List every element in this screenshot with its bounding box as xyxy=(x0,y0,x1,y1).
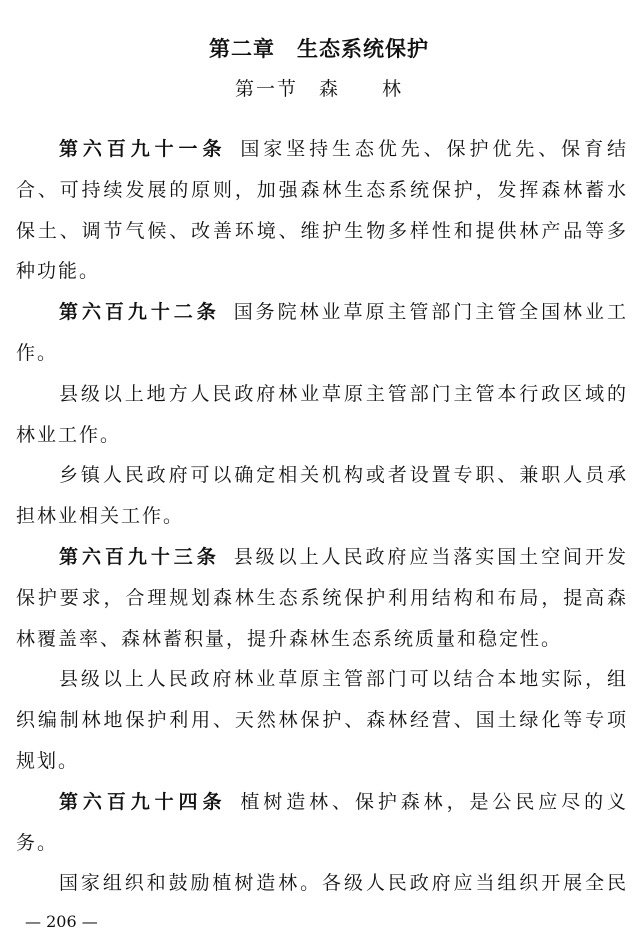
text-line: 保护要求，合理规划森林生态系统保护利用结构和布局，提高森 xyxy=(16,586,626,609)
article-number: 第六百九十一条 xyxy=(59,138,227,160)
text-line: 合、可持续发展的原则，加强森林生态系统保护，发挥森林蓄水 xyxy=(16,178,626,201)
text-line xyxy=(16,782,626,823)
text-line: 国家组织和鼓励植树造林。各级人民政府应当组织开展全民 xyxy=(59,872,626,895)
article-number: 第六百九十三条 xyxy=(59,545,220,568)
text-line: 务。 xyxy=(16,831,59,854)
line-text: 县级以上人民政府应当落实国土空间开发 xyxy=(233,545,626,568)
text-line: 乡镇人民政府可以确定相关机构或者设置专职、兼职人员承 xyxy=(59,464,626,487)
page-number: — 206 — xyxy=(25,912,98,931)
article-number: 第六百九十二条 xyxy=(59,301,220,324)
text-line: 保土、调节气候、改善环境、维护生物多样性和提供林产品等多 xyxy=(16,219,626,242)
line-text: 国务院林业草原主管部门主管全国林业工 xyxy=(233,301,626,324)
text-line: 作。 xyxy=(16,341,59,364)
text-line: 规划。 xyxy=(16,749,80,772)
section-title: 第一节 森 林 xyxy=(234,78,403,100)
article-body xyxy=(16,129,626,904)
text-line: 县级以上地方人民政府林业草原主管部门主管本行政区域的 xyxy=(59,382,626,405)
article-number: 第六百九十四条 xyxy=(59,790,227,813)
text-line: 担林业相关工作。 xyxy=(16,505,185,528)
text-line xyxy=(16,537,626,578)
text-line xyxy=(16,292,626,333)
text-line: 种功能。 xyxy=(16,260,101,283)
line-text: 植树造林、保护森林，是公民应尽的义 xyxy=(240,790,626,813)
text-line: 县级以上人民政府林业草原主管部门可以结合本地实际，组 xyxy=(59,668,626,691)
line-text: 国家坚持生态优先、保护优先、保育结 xyxy=(240,138,626,160)
text-line xyxy=(16,129,626,170)
text-line: 林覆盖率、森林蓄积量，提升森林生态系统质量和稳定性。 xyxy=(16,627,563,650)
text-line: 林业工作。 xyxy=(16,423,122,446)
chapter-title: 第二章 生态系统保护 xyxy=(209,37,429,61)
text-line: 织编制林地保护利用、天然林保护、森林经营、国土绿化等专项 xyxy=(16,709,626,732)
